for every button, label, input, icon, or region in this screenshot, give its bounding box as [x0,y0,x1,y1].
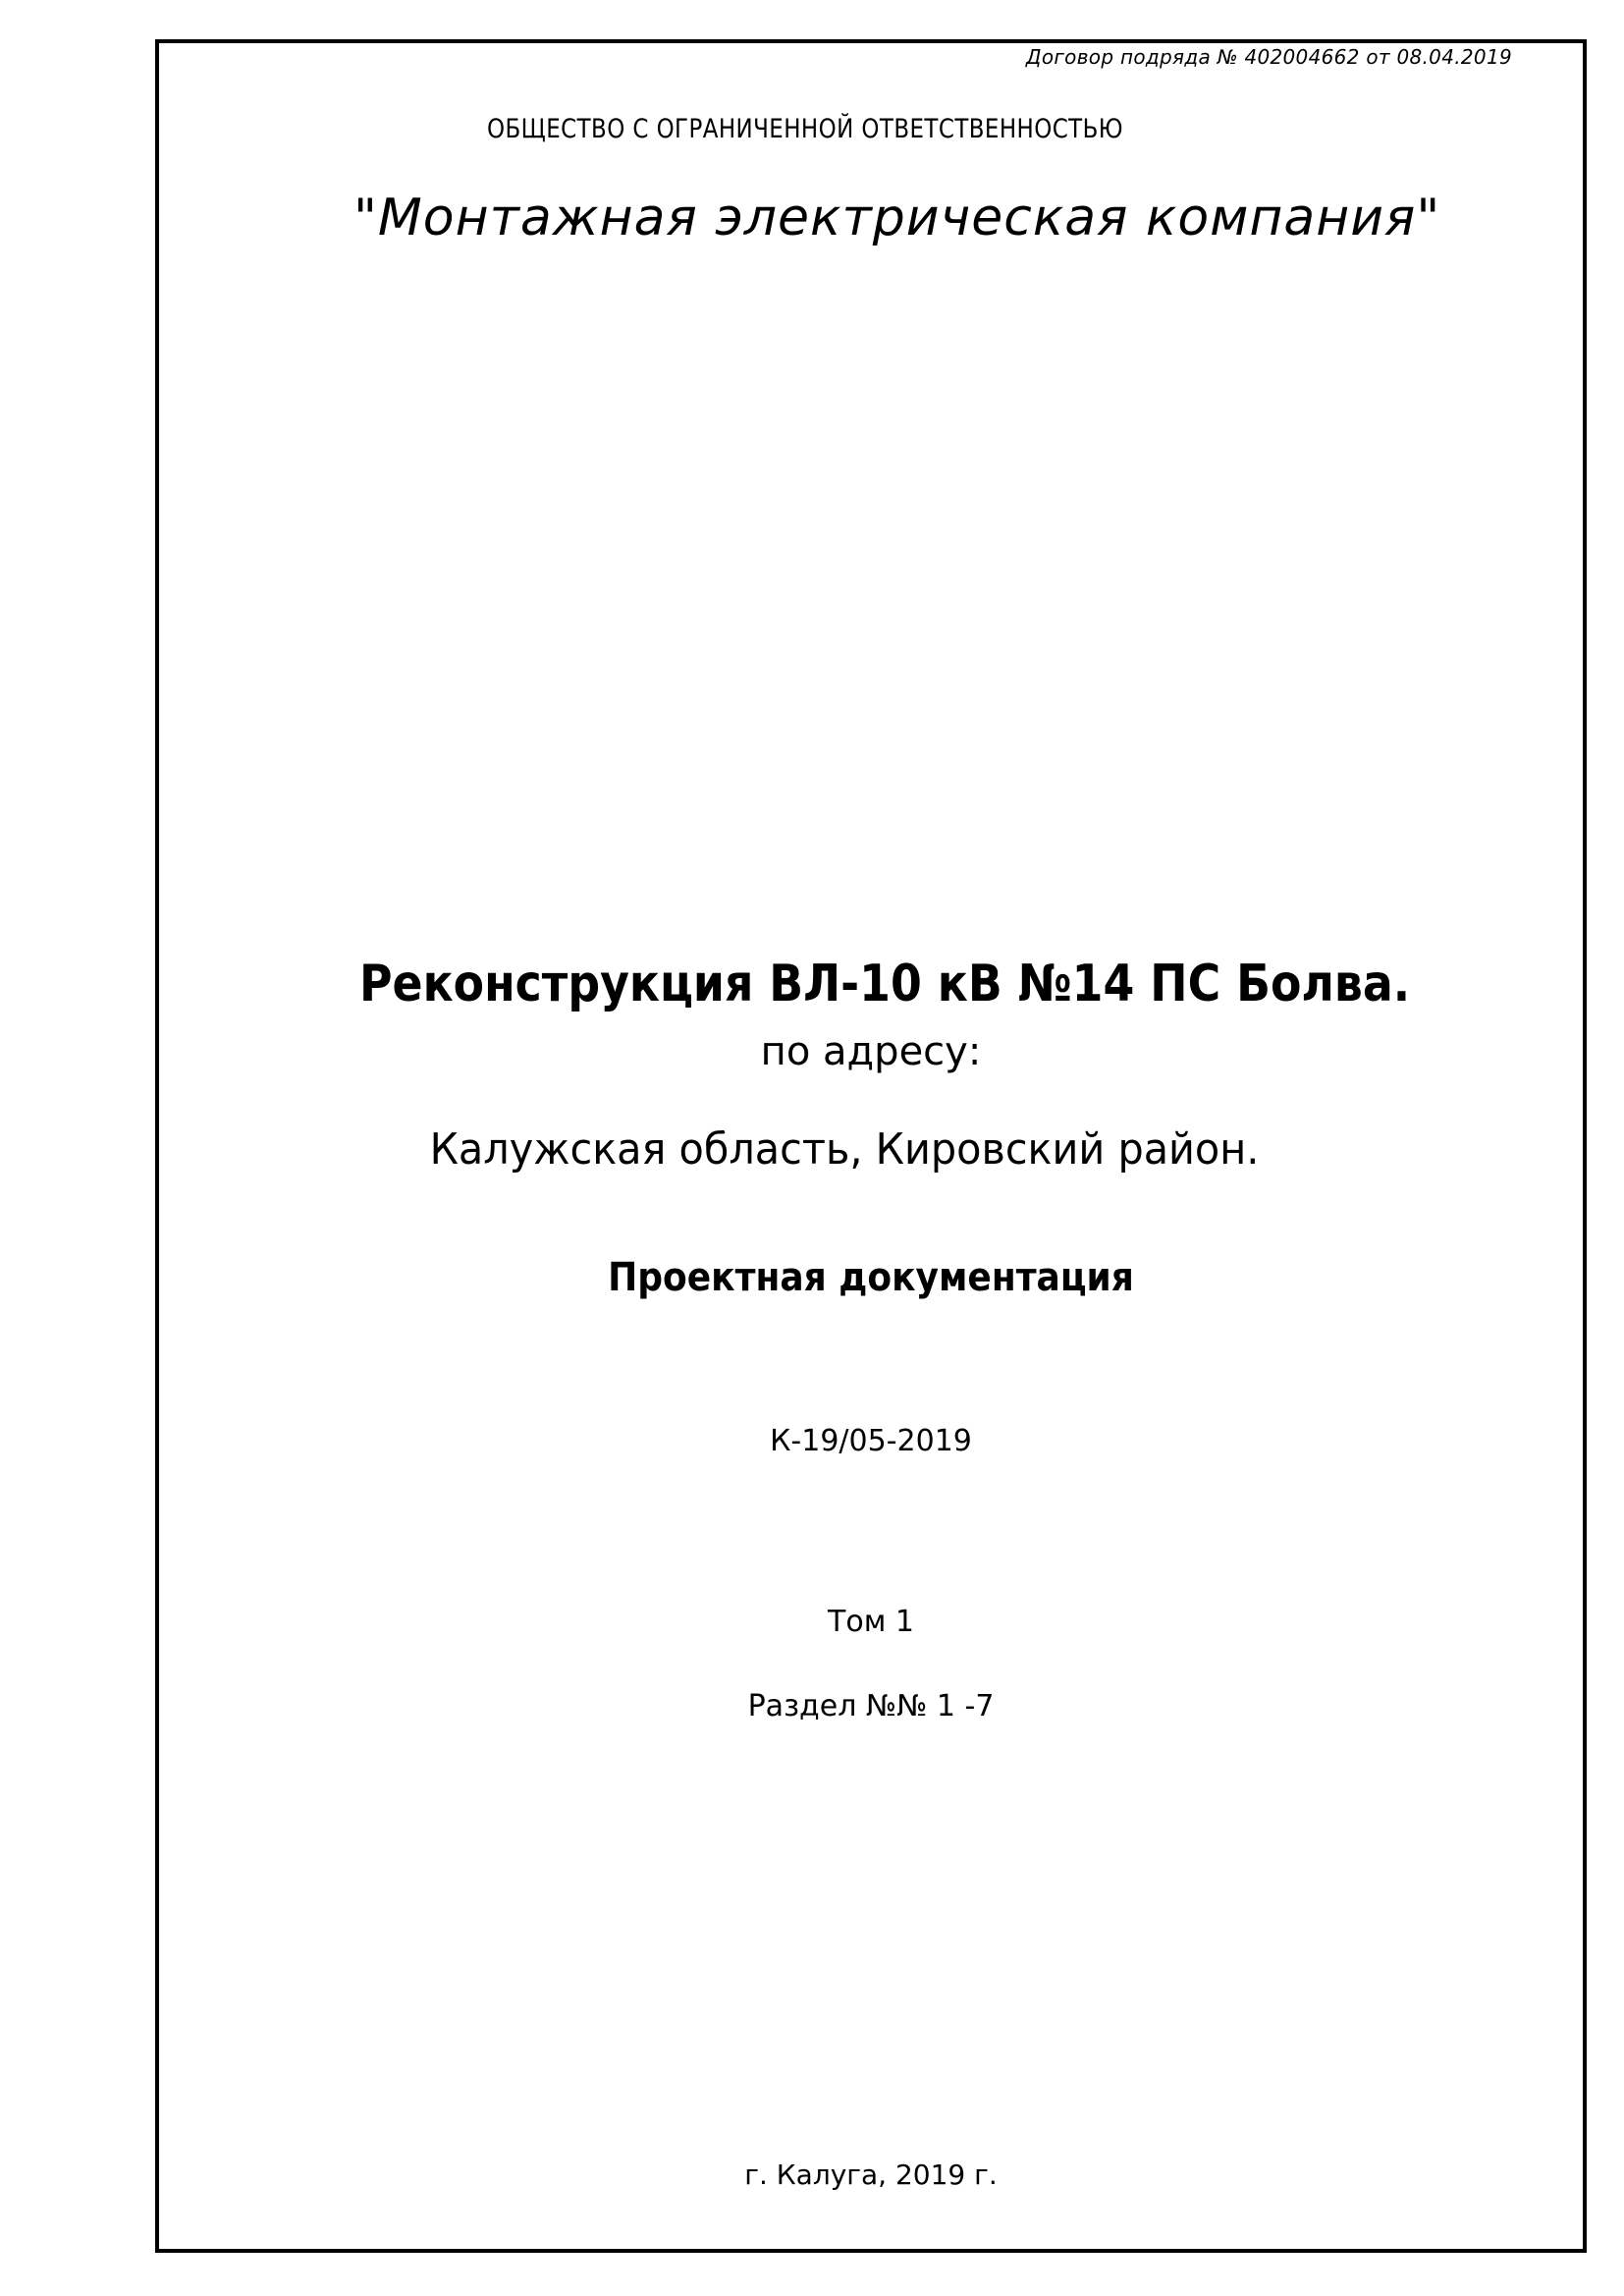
document-type: Проектная документация [608,1255,1134,1300]
organization-type: ОБЩЕСТВО С ОГРАНИЧЕННОЙ ОТВЕТСТВЕННОСТЬЮ [487,114,1123,144]
project-title: Реконструкция ВЛ-10 кВ №14 ПС Болва. [359,955,1411,1013]
volume-number: Том 1 [828,1605,914,1639]
company-name: "Монтажная электрическая компания" [353,189,1441,247]
address-label: по адресу: [760,1029,982,1074]
section-range: Раздел №№ 1 -7 [747,1689,995,1723]
project-address: Калужская область, Кировский район. [429,1124,1260,1175]
city-year-footer: г. Калуга, 2019 г. [744,2159,998,2191]
contract-reference: Договор подряда № 402004662 от 08.04.2019 [1025,45,1512,69]
document-code: К-19/05-2019 [770,1424,972,1458]
